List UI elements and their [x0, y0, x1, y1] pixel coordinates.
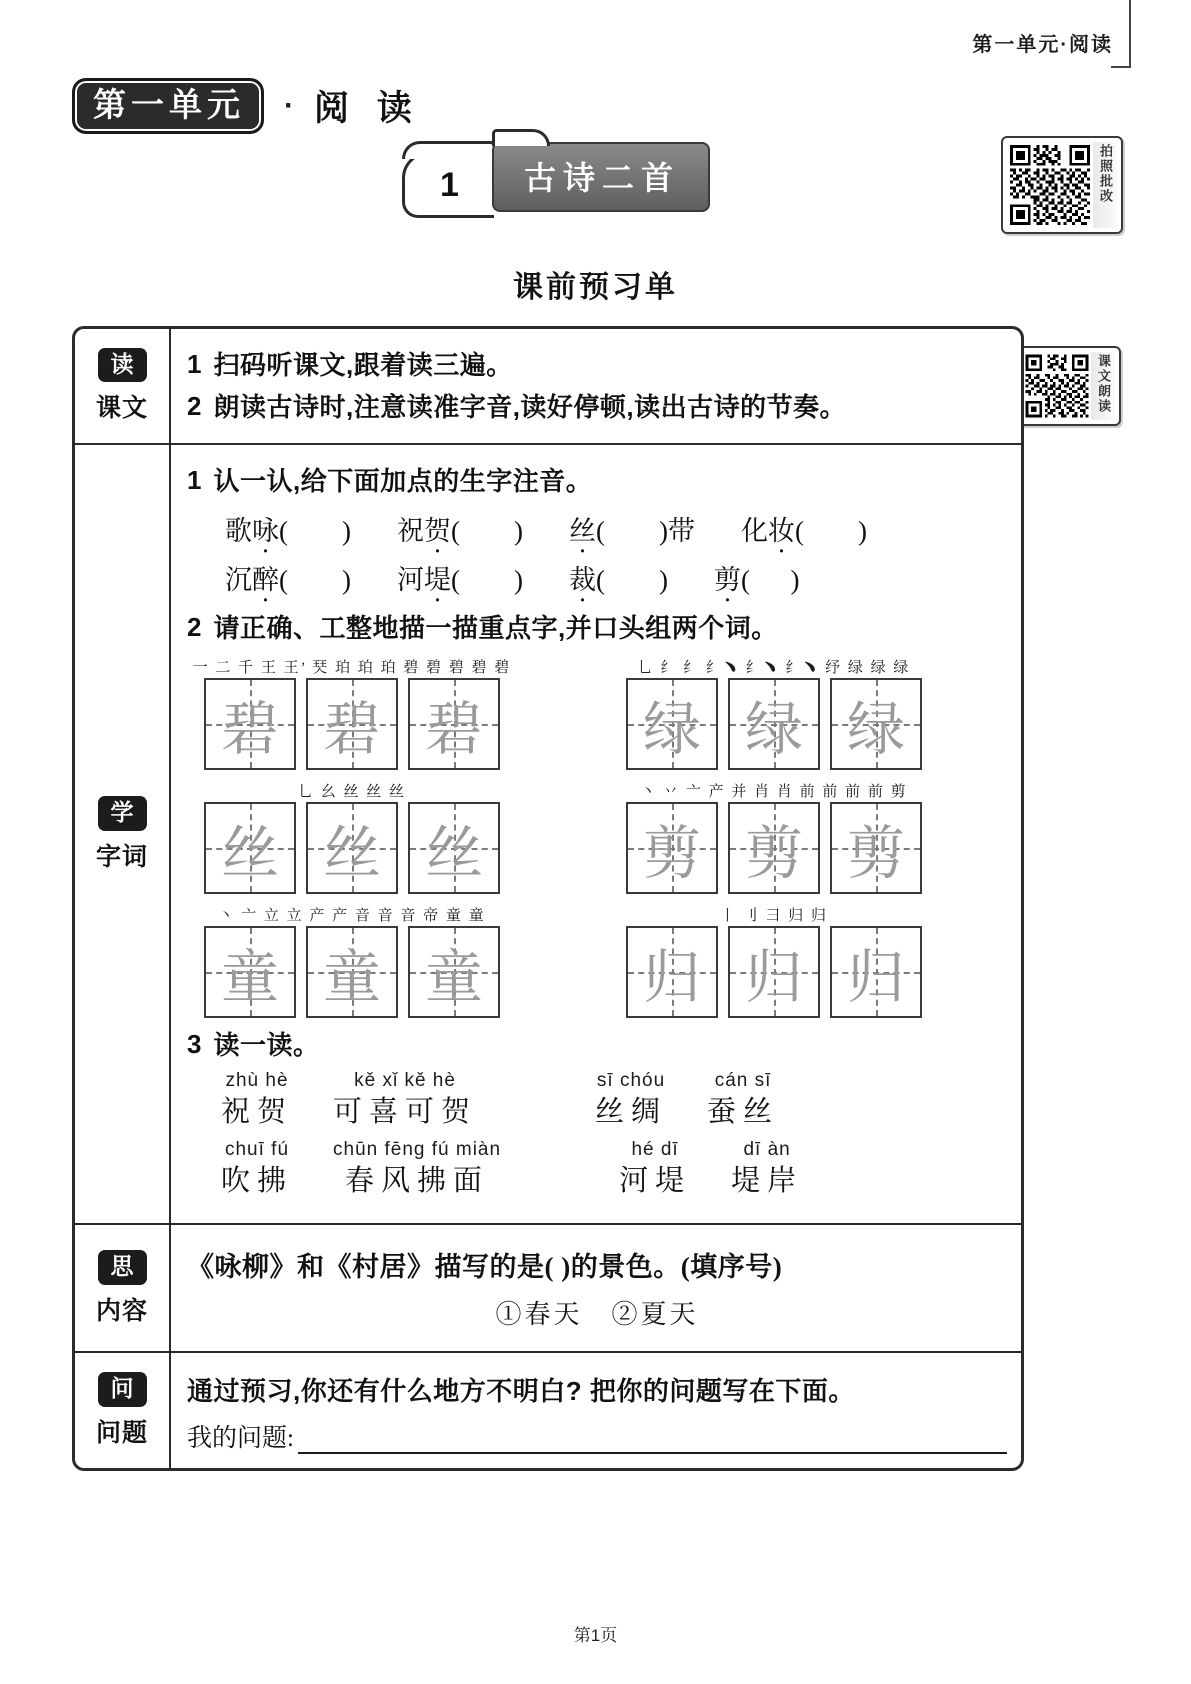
- annotate-dotted-char: 堤: [423, 565, 451, 596]
- tracing-group: [187, 780, 517, 894]
- photo-correction-qr-label: 拍照批改: [1093, 142, 1117, 228]
- tracing-cell[interactable]: [408, 926, 500, 1018]
- tracing-cell[interactable]: [204, 802, 296, 894]
- row-ask-word: 问题: [95, 1419, 148, 1448]
- annotate-dotted-char: 咏: [252, 516, 279, 547]
- read-aloud-word: [333, 1138, 501, 1199]
- tracing-group: [187, 904, 517, 1018]
- tracing-cell[interactable]: [830, 678, 922, 770]
- annotate-answer-paren[interactable]: ( ): [595, 565, 668, 596]
- text-reading-qr[interactable]: [1017, 346, 1121, 426]
- lesson-title-text: 古诗二首: [524, 160, 681, 196]
- read-aloud-word: [707, 1069, 779, 1130]
- pinyin-text: chuī fú: [224, 1139, 290, 1161]
- annotate-item[interactable]: [397, 558, 523, 597]
- read-aloud-row: [221, 1069, 1007, 1130]
- tracing-character: 童: [220, 945, 279, 1011]
- plate-tab-icon: [492, 129, 550, 146]
- annotate-answer-paren[interactable]: ( ): [450, 565, 523, 596]
- row-study-body: [171, 445, 1021, 1223]
- read-item-1-num: 1: [187, 349, 202, 379]
- pinyin-text: chūn fēng fú miàn: [333, 1139, 502, 1161]
- annotate-item[interactable]: [569, 558, 668, 597]
- read-aloud-word: [221, 1138, 293, 1199]
- hanzi-text: 堤岸: [731, 1165, 804, 1198]
- qr-code-icon: [1007, 142, 1093, 228]
- row-read-badge: 读: [98, 348, 147, 383]
- tracing-character: 归: [744, 945, 803, 1011]
- read-item-2-text: 朗读古诗时,注意读准字音,读好停顿,读出古诗的节奏。: [213, 392, 847, 423]
- read-aloud-word: [333, 1069, 477, 1130]
- page-footer: 第1页: [573, 1626, 618, 1645]
- hanzi-text: 丝绸: [595, 1096, 668, 1129]
- tracing-group: [187, 656, 517, 770]
- tracing-character: 丝: [322, 821, 381, 887]
- tracing-character: 归: [642, 945, 701, 1011]
- study-task-1-num: 1: [187, 465, 202, 496]
- unit-banner: [72, 78, 421, 134]
- tracing-row: [187, 656, 1007, 770]
- annotate-item[interactable]: [397, 509, 523, 548]
- annotate-prefix: 河: [396, 565, 424, 596]
- study-task-3-text: 读一读。: [213, 1030, 320, 1061]
- hanzi-text: 可喜可贺: [333, 1096, 478, 1129]
- annotate-answer-paren[interactable]: ( ): [450, 516, 523, 547]
- tracing-character: 绿: [642, 697, 701, 763]
- tracing-grid: [187, 926, 517, 1018]
- row-think-body: [171, 1225, 1021, 1351]
- tracing-character: 绿: [846, 697, 905, 763]
- pinyin-text: cán sī: [714, 1070, 772, 1092]
- stroke-order-sequence: 乚 纟 纟 纟﹅ 纟﹅ 纟﹅ 纾 绿 绿 绿: [637, 660, 911, 677]
- read-item-1-text: 扫码听课文,跟着读三遍。: [213, 350, 513, 380]
- tracing-cell[interactable]: [728, 678, 820, 770]
- read-aloud-word: [619, 1138, 691, 1199]
- row-think-tag: [75, 1225, 171, 1351]
- tracing-cell[interactable]: [306, 802, 398, 894]
- tracing-cell[interactable]: [830, 926, 922, 1018]
- read-aloud-word: [595, 1069, 667, 1130]
- annotate-prefix: 祝: [396, 516, 424, 547]
- row-study-tag: [75, 445, 171, 1223]
- stroke-order-sequence: 丨 刂 彐 归 归: [719, 908, 828, 925]
- worksheet-table: [72, 326, 1024, 1471]
- hanzi-text: 祝贺: [221, 1096, 294, 1129]
- hanzi-text: 河堤: [619, 1165, 692, 1198]
- study-task-3: [187, 1028, 1007, 1063]
- tracing-cell[interactable]: [408, 802, 500, 894]
- qr-code-icon: [1023, 352, 1091, 420]
- row-read: [75, 329, 1021, 445]
- annotate-prefix: 化: [740, 516, 768, 547]
- think-question[interactable]: 《咏柳》和《村居》描写的是( )的景色。(填序号): [187, 1252, 783, 1283]
- read-aloud-word: [731, 1138, 803, 1199]
- photo-correction-qr[interactable]: [1001, 136, 1123, 234]
- read-aloud-word: [221, 1069, 293, 1130]
- annotate-dotted-char: 剪: [713, 565, 741, 596]
- tracing-grid: [609, 802, 939, 894]
- annotate-item[interactable]: [225, 509, 351, 548]
- think-options[interactable]: ①春天 ②夏天: [495, 1300, 699, 1330]
- annotate-answer-paren[interactable]: ( )带: [595, 516, 695, 547]
- stroke-order-sequence: 丶 亠 立 立 产 产 音 音 音 帝 童 童: [218, 908, 486, 925]
- tracing-character: 碧: [322, 697, 381, 763]
- study-task-1: [187, 464, 1007, 499]
- annotate-exercise[interactable]: [187, 509, 1007, 597]
- row-read-body: [171, 329, 1021, 443]
- tracing-group: [609, 656, 939, 770]
- annotate-item[interactable]: [741, 509, 867, 548]
- study-task-1-text: 认一认,给下面加点的生字注音。: [213, 466, 593, 497]
- tracing-character: 童: [424, 945, 483, 1011]
- study-task-2-num: 2: [187, 612, 202, 643]
- stroke-order-sequence: 一 二 千 王 王’ 珡 珀 珀 珀 碧 碧 碧 碧 碧: [192, 660, 512, 677]
- ask-prompt: 通过预习,你还有什么地方不明白? 把你的问题写在下面。: [187, 1376, 855, 1407]
- annotate-line: [225, 558, 1007, 597]
- lesson-number: 1: [402, 152, 494, 218]
- read-item-1: [187, 348, 1007, 383]
- my-question-field[interactable]: [187, 1418, 1007, 1454]
- stroke-order-sequence: 乚 幺 丝 丝 丝: [297, 784, 406, 801]
- tracing-grid: [187, 678, 517, 770]
- study-task-3-num: 3: [187, 1029, 202, 1060]
- text-reading-qr-label: 课文朗读: [1091, 352, 1115, 420]
- tracing-character: 剪: [744, 821, 803, 887]
- annotate-dotted-char: 妆: [767, 516, 795, 547]
- tracing-cell[interactable]: [830, 802, 922, 894]
- tracing-group: [609, 780, 939, 894]
- running-head: 第一单元·阅读: [972, 34, 1113, 56]
- row-study: [75, 445, 1021, 1225]
- tracing-character: 碧: [220, 697, 279, 763]
- row-study-word: 字词: [95, 842, 148, 871]
- annotate-dotted-char: 裁: [568, 565, 596, 596]
- annotate-answer-paren[interactable]: ( ): [279, 516, 351, 547]
- annotate-dotted-char: 丝: [568, 516, 596, 547]
- pinyin-text: sī chóu: [596, 1070, 666, 1092]
- annotate-item[interactable]: [714, 558, 799, 597]
- tracing-cell[interactable]: [626, 926, 718, 1018]
- tracing-character: 丝: [424, 821, 483, 887]
- pinyin-text: kě xǐ kě hè: [354, 1070, 456, 1092]
- annotate-dotted-char: 醉: [252, 565, 279, 596]
- tracing-character: 归: [846, 945, 905, 1011]
- my-question-writing-line[interactable]: [298, 1428, 1007, 1454]
- tracing-cell[interactable]: [626, 802, 718, 894]
- read-item-2: [187, 390, 1007, 425]
- annotate-answer-paren[interactable]: ( ): [279, 565, 351, 596]
- read-aloud-list: [221, 1069, 1007, 1199]
- banner-section-label: 阅 读: [314, 89, 421, 129]
- sheet-subtitle: 课前预习单: [513, 271, 678, 304]
- lesson-title-plate: [492, 142, 710, 212]
- tracing-character: 剪: [846, 821, 905, 887]
- tracing-character: 碧: [424, 697, 483, 763]
- row-read-word: 课文: [95, 394, 148, 423]
- annotate-dotted-char: 贺: [423, 516, 451, 547]
- annotate-prefix: 歌: [225, 516, 252, 547]
- tracing-cell[interactable]: [204, 926, 296, 1018]
- tracing-group: [609, 904, 939, 1018]
- read-item-2-num: 2: [187, 391, 202, 422]
- row-think-badge: 思: [98, 1250, 147, 1285]
- annotate-item[interactable]: [225, 558, 351, 597]
- tracing-cell[interactable]: [306, 926, 398, 1018]
- read-aloud-row: [221, 1138, 1007, 1199]
- hanzi-text: 蚕丝: [707, 1096, 780, 1129]
- my-question-label: 我的问题:: [187, 1425, 294, 1453]
- lesson-title: [402, 148, 710, 218]
- row-ask-body: [171, 1353, 1021, 1468]
- banner-separator: ·: [284, 89, 294, 123]
- annotate-answer-paren[interactable]: ( ): [740, 565, 800, 596]
- row-study-badge: 学: [98, 796, 147, 831]
- unit-chip: 第一单元: [72, 78, 264, 134]
- stroke-order-sequence: 丶 丷 亠 产 并 肖 肖 前 前 前 前 剪: [640, 784, 908, 801]
- study-task-2: [187, 611, 1007, 646]
- tracing-exercise[interactable]: [187, 656, 1007, 1018]
- tracing-character: 童: [322, 945, 381, 1011]
- tracing-character: 剪: [642, 821, 701, 887]
- tracing-grid: [187, 802, 517, 894]
- header-corner-rule: [1129, 0, 1131, 68]
- row-ask-badge: 问: [98, 1372, 147, 1407]
- tracing-row: [187, 904, 1007, 1018]
- annotate-line: [225, 509, 1007, 548]
- tracing-cell[interactable]: [204, 678, 296, 770]
- study-task-2-text: 请正确、工整地描一描重点字,并口头组两个词。: [213, 613, 778, 644]
- tracing-cell[interactable]: [728, 926, 820, 1018]
- tracing-grid: [609, 926, 939, 1018]
- pinyin-text: zhù hè: [225, 1070, 289, 1092]
- tracing-cell[interactable]: [728, 802, 820, 894]
- tracing-cell[interactable]: [306, 678, 398, 770]
- tracing-character: 绿: [744, 697, 803, 763]
- tracing-cell[interactable]: [408, 678, 500, 770]
- annotate-answer-paren[interactable]: ( ): [794, 516, 867, 547]
- hanzi-text: 吹拂: [221, 1165, 294, 1198]
- row-think-word: 内容: [95, 1296, 148, 1325]
- row-ask: [75, 1353, 1021, 1468]
- annotate-item[interactable]: [569, 509, 695, 548]
- pinyin-text: hé dī: [631, 1139, 679, 1161]
- row-think: [75, 1225, 1021, 1353]
- hanzi-text: 春风拂面: [345, 1165, 490, 1198]
- tracing-character: 丝: [220, 821, 279, 887]
- tracing-grid: [609, 678, 939, 770]
- tracing-row: [187, 780, 1007, 894]
- annotate-prefix: 沉: [225, 565, 252, 596]
- row-read-tag: [75, 329, 171, 443]
- pinyin-text: dī àn: [743, 1139, 791, 1161]
- tracing-cell[interactable]: [626, 678, 718, 770]
- row-ask-tag: [75, 1353, 171, 1468]
